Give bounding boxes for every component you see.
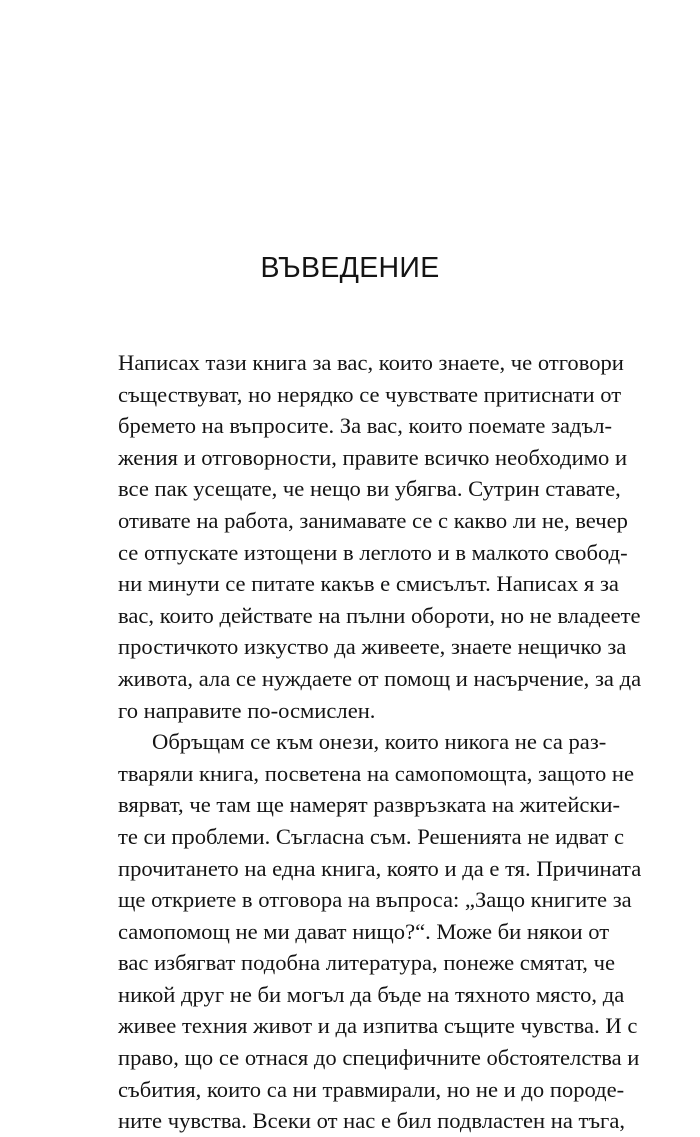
text-line: прочитането на една книга, която и да е тя. Причината: [118, 855, 642, 881]
text-line: право, що се отнася до специфичните обстоятелства и: [118, 1045, 640, 1071]
text-line: самопомощ не ми дават нищо?“. Може би някои от: [118, 918, 610, 944]
text-line: тваряли книга, посветена на самопомощта, защото не: [118, 760, 635, 786]
text-line: вас, които действате на пълни обороти, но не владеете: [118, 602, 641, 628]
text-line: живее техния живот и да изпитва същите чувства. И с: [118, 1013, 638, 1039]
text-line: простичкото изкуство да живеете, знаете нещичко за: [118, 634, 627, 660]
text-line: го направите по-осмислен.: [118, 697, 376, 723]
text-line: вас избягват подобна литература, понеже смятат, че: [118, 950, 615, 976]
body-text: [118, 347, 642, 1137]
chapter-heading: ВЪВЕДЕНИЕ: [260, 252, 440, 284]
text-line: все пак усещате, че нещо ви убягва. Сутрин ставате,: [118, 476, 621, 502]
paragraph-1: [118, 347, 642, 726]
paragraph-2: [118, 726, 642, 1137]
text-line: ните чувства. Всеки от нас е бил подвластен на тъга,: [118, 1108, 625, 1134]
text-line: Написах тази книга за вас, които знаете, че отговори: [118, 350, 624, 375]
text-line: се отпускате изтощени в леглото и в малкото свобод-: [118, 539, 628, 565]
text-line: ще откриете в отговора на въпроса: „Защо книгите за: [118, 887, 632, 913]
text-line: Обръщам се към онези, които никога не са раз-: [152, 729, 607, 755]
text-line: никой друг не би могъл да бъде на тяхното място, да: [118, 981, 625, 1007]
text-line: съществуват, но нерядко се чувствате притиснати от: [118, 381, 622, 407]
text-line: събития, които са ни травмирали, но не и до породе-: [118, 1076, 625, 1102]
text-line: те си проблеми. Съгласна съм. Решенията не идват с: [118, 823, 625, 849]
text-line: бремето на въпросите. За вас, които поемате задъл-: [118, 413, 613, 439]
text-line: отивате на работа, занимавате се с какво ли не, вечер: [118, 507, 628, 533]
text-line: живота, ала се нуждаете от помощ и насърчение, за да: [118, 665, 642, 691]
text-line: ни минути се питате какъв е смисълът. Написах я за: [118, 571, 619, 597]
text-line: вярват, че там ще намерят развръзката на житейски-: [118, 792, 621, 818]
text-line: жения и отговорности, правите всичко необходимо и: [118, 444, 628, 470]
